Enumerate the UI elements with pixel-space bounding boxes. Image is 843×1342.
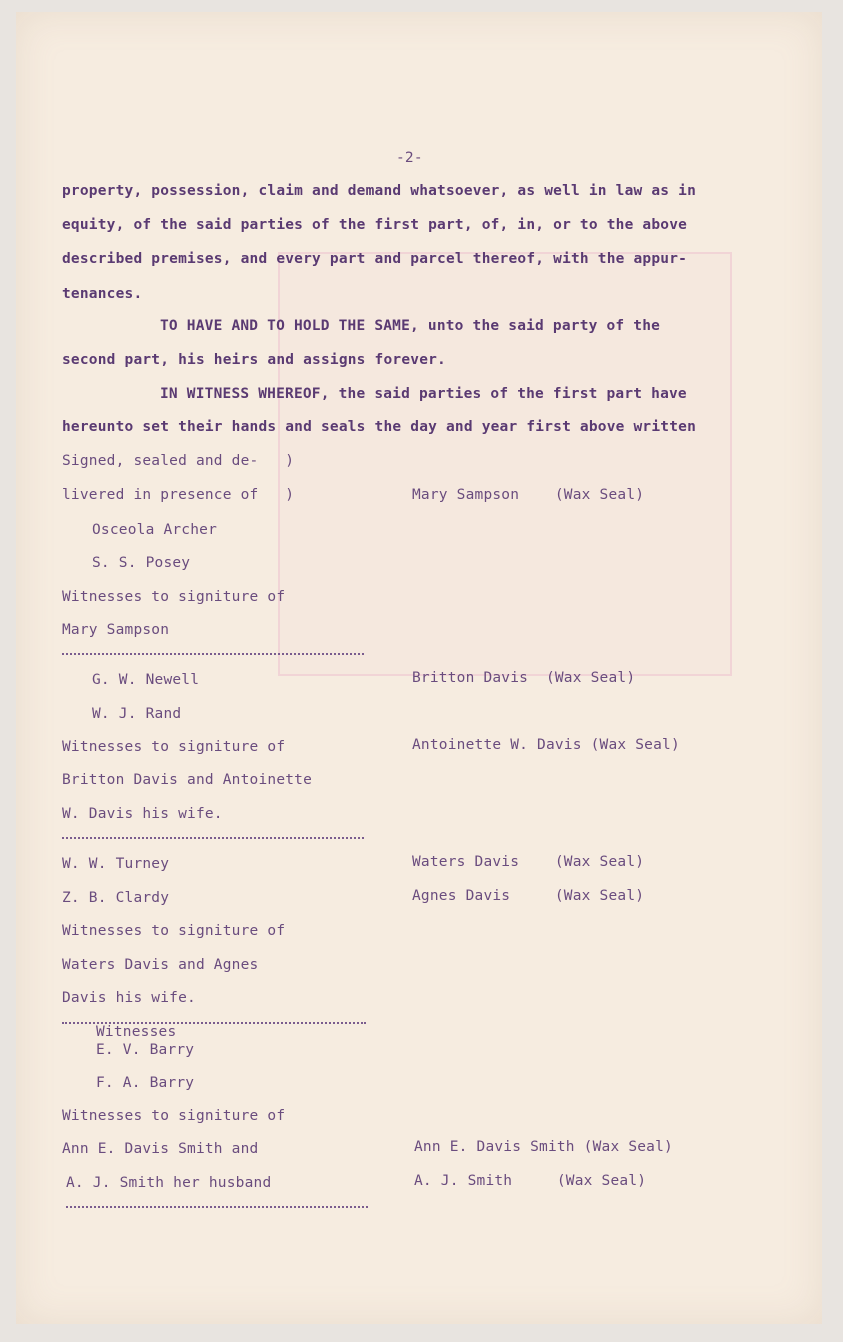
witness-caption: Davis his wife. <box>62 990 196 1006</box>
witness-caption: Britton Davis and Antoinette <box>62 772 313 788</box>
witness-name: W. J. Rand <box>92 706 182 722</box>
document-page <box>16 12 822 1324</box>
witness-caption: Mary Sampson <box>62 622 170 638</box>
witness-name: Osceola Archer <box>92 522 218 538</box>
body-line-4: tenances. <box>62 286 143 302</box>
witness-name: W. W. Turney <box>62 856 170 872</box>
witness-name: Z. B. Clardy <box>62 890 170 906</box>
attestation-line-2: livered in presence of ) <box>62 487 295 503</box>
signer-line: Antoinette W. Davis (Wax Seal) <box>412 737 680 753</box>
dotted-separator <box>62 653 364 655</box>
witness-caption: A. J. Smith her husband <box>66 1175 272 1191</box>
attestation-line-1: Signed, sealed and de- ) <box>62 453 295 469</box>
stamp-bleed-through <box>278 252 732 676</box>
habendum-line-1: TO HAVE AND TO HOLD THE SAME, unto the said party of the <box>160 318 661 334</box>
signer-line: A. J. Smith (Wax Seal) <box>414 1173 647 1189</box>
body-line-1: property, possession, claim and demand whatsoever, as well in law as in <box>62 183 697 199</box>
signer-line: Agnes Davis (Wax Seal) <box>412 888 645 904</box>
body-line-3: described premises, and every part and parcel thereof, with the appur- <box>62 251 688 267</box>
testimonium-line-2: hereunto set their hands and seals the day and year first above written <box>62 419 697 435</box>
witness-caption: Witnesses to signiture of <box>62 589 286 605</box>
witness-caption: Witnesses to signiture of <box>62 923 286 939</box>
witness-caption: W. Davis his wife. <box>62 806 223 822</box>
dotted-separator <box>66 1206 368 1208</box>
witness-caption: Ann E. Davis Smith and <box>62 1141 259 1157</box>
witness-name: S. S. Posey <box>92 555 191 571</box>
witness-caption: Witnesses to signiture of <box>62 1108 286 1124</box>
habendum-line-2: second part, his heirs and assigns forever. <box>62 352 446 368</box>
signer-line: Waters Davis (Wax Seal) <box>412 854 645 870</box>
body-line-2: equity, of the said parties of the first part, of, in, or to the above <box>62 217 688 233</box>
signer-line: Britton Davis (Wax Seal) <box>412 670 636 686</box>
witness-caption: Witnesses to signiture of <box>62 739 286 755</box>
witness-caption: Waters Davis and Agnes <box>62 957 259 973</box>
signer-line: Ann E. Davis Smith (Wax Seal) <box>414 1139 673 1155</box>
witness-name: G. W. Newell <box>92 672 200 688</box>
page-number: -2- <box>396 150 423 166</box>
witnesses-heading: Witnesses <box>96 1024 177 1040</box>
dotted-separator <box>62 837 364 839</box>
witness-name: E. V. Barry <box>96 1042 195 1058</box>
signer-line: Mary Sampson (Wax Seal) <box>412 487 645 503</box>
witness-name: F. A. Barry <box>96 1075 195 1091</box>
testimonium-line-1: IN WITNESS WHEREOF, the said parties of the first part have <box>160 386 687 402</box>
